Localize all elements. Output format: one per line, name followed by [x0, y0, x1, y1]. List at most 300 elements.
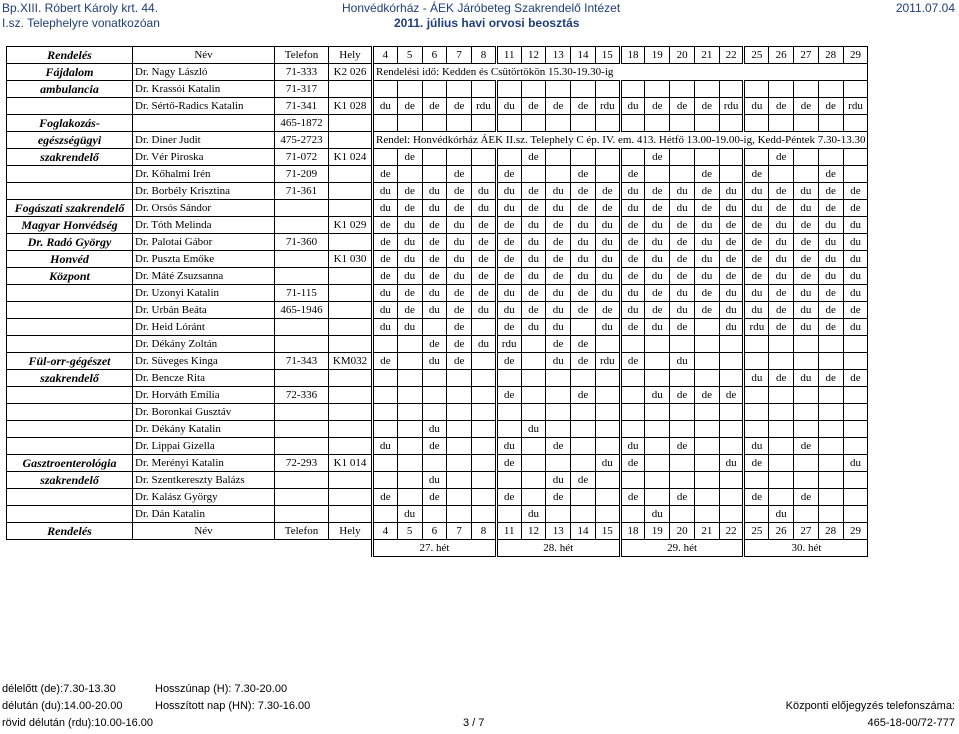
shift-cell: de	[645, 302, 670, 319]
shift-cell	[794, 506, 819, 523]
department-label: Fül-orr-gégészet	[7, 353, 133, 370]
shift-cell	[521, 81, 546, 98]
shift-cell	[496, 404, 521, 421]
phone-cell: 475-2723	[275, 132, 329, 149]
shift-cell	[818, 115, 843, 132]
shift-cell	[595, 336, 620, 353]
table-row	[7, 234, 868, 251]
shift-cell	[694, 336, 719, 353]
phone-cell	[275, 319, 329, 336]
shift-cell: du	[546, 200, 571, 217]
shift-cell: de	[571, 336, 596, 353]
shift-cell: du	[472, 336, 497, 353]
shift-cell: de	[818, 370, 843, 387]
phone-cell	[275, 472, 329, 489]
day-header: 22	[719, 523, 744, 540]
doctor-name: Dr. Lippai Gizella	[133, 438, 275, 455]
shift-cell	[571, 81, 596, 98]
shift-cell: de	[496, 353, 521, 370]
header-institute: Honvédkórház - ÁEK Járóbeteg Szakrendelő Intézet	[342, 1, 621, 15]
table-row	[7, 149, 868, 166]
shift-cell	[422, 404, 447, 421]
shift-cell: du	[620, 183, 645, 200]
doctor-name: Dr. Kőhalmi Irén	[133, 166, 275, 183]
header-date: 2011.07.04	[895, 1, 955, 15]
shift-cell	[397, 353, 422, 370]
shift-cell	[521, 404, 546, 421]
table-row	[7, 489, 868, 506]
department-label: Honvéd	[7, 251, 133, 268]
shift-cell	[719, 404, 744, 421]
place-cell	[329, 285, 373, 302]
shift-cell: de	[472, 268, 497, 285]
phone-number: 465-18-00/72-777	[867, 717, 955, 729]
shift-cell	[818, 455, 843, 472]
shift-cell	[843, 489, 868, 506]
shift-cell	[645, 115, 670, 132]
shift-cell: du	[546, 353, 571, 370]
shift-cell: de	[373, 489, 398, 506]
day-header: 12	[521, 47, 546, 64]
shift-cell	[744, 506, 769, 523]
shift-cell: du	[595, 285, 620, 302]
shift-cell	[843, 149, 868, 166]
shift-cell	[472, 319, 497, 336]
department-label: szakrendelő	[7, 472, 133, 489]
shift-cell: du	[694, 251, 719, 268]
shift-cell: du	[521, 506, 546, 523]
shift-cell: de	[373, 268, 398, 285]
shift-cell: de	[843, 370, 868, 387]
table-row	[7, 98, 868, 115]
shift-cell	[571, 149, 596, 166]
shift-cell	[571, 506, 596, 523]
shift-cell	[769, 455, 794, 472]
shift-cell: de	[719, 268, 744, 285]
shift-cell	[472, 81, 497, 98]
shift-cell	[620, 115, 645, 132]
shift-cell	[843, 115, 868, 132]
shift-cell: du	[373, 319, 398, 336]
phone-cell: 72-293	[275, 455, 329, 472]
day-header: 15	[595, 523, 620, 540]
shift-cell: du	[645, 319, 670, 336]
doctor-name: Dr. Palotai Gábor	[133, 234, 275, 251]
shift-cell: du	[595, 217, 620, 234]
place-cell	[329, 302, 373, 319]
shift-cell	[397, 438, 422, 455]
shift-cell: du	[645, 217, 670, 234]
shift-cell	[447, 404, 472, 421]
shift-cell: du	[496, 200, 521, 217]
shift-cell: du	[794, 319, 819, 336]
shift-cell: de	[447, 285, 472, 302]
week-label: 30. hét	[744, 540, 868, 557]
shift-cell	[521, 353, 546, 370]
shift-cell: du	[818, 251, 843, 268]
shift-cell: du	[818, 234, 843, 251]
shift-cell: de	[620, 166, 645, 183]
shift-cell	[818, 404, 843, 421]
shift-cell: de	[818, 183, 843, 200]
shift-cell: de	[397, 302, 422, 319]
shift-cell: du	[397, 319, 422, 336]
shift-cell: du	[620, 200, 645, 217]
shift-cell: de	[571, 285, 596, 302]
shift-cell	[472, 421, 497, 438]
shift-cell: du	[744, 370, 769, 387]
shift-cell: du	[422, 421, 447, 438]
header-org-line2: I.sz. Telephelyre vonatkozóan	[2, 16, 160, 30]
col-header-rendeles: Rendelés	[7, 523, 133, 540]
shift-cell	[496, 472, 521, 489]
shift-cell	[620, 506, 645, 523]
shift-cell	[694, 438, 719, 455]
shift-cell	[397, 81, 422, 98]
day-header: 8	[472, 523, 497, 540]
shift-cell	[694, 81, 719, 98]
shift-cell	[794, 472, 819, 489]
shift-cell	[670, 455, 695, 472]
shift-cell: du	[744, 285, 769, 302]
day-header: 4	[373, 47, 398, 64]
shift-cell	[794, 81, 819, 98]
shift-cell: du	[496, 438, 521, 455]
shift-cell	[694, 506, 719, 523]
shift-cell: de	[670, 489, 695, 506]
phone-cell	[275, 370, 329, 387]
shift-cell: de	[546, 438, 571, 455]
shift-cell: du	[843, 319, 868, 336]
department-label	[7, 404, 133, 421]
shift-cell: de	[496, 387, 521, 404]
shift-cell	[447, 455, 472, 472]
shift-cell	[447, 115, 472, 132]
shift-cell: de	[571, 166, 596, 183]
shift-cell	[620, 472, 645, 489]
shift-cell	[373, 472, 398, 489]
shift-cell: du	[843, 455, 868, 472]
shift-cell	[694, 115, 719, 132]
shift-cell: de	[794, 251, 819, 268]
place-cell	[329, 183, 373, 200]
doctor-name: Dr. Dán Katalin	[133, 506, 275, 523]
shift-cell: de	[719, 387, 744, 404]
shift-cell	[595, 149, 620, 166]
shift-cell	[719, 370, 744, 387]
doctor-name: Dr. Vér Piroska	[133, 149, 275, 166]
shift-cell	[794, 421, 819, 438]
header-org-line1: Bp.XIII. Róbert Károly krt. 44.	[2, 1, 159, 15]
shift-cell	[818, 506, 843, 523]
day-header: 6	[422, 523, 447, 540]
shift-cell: du	[521, 217, 546, 234]
shift-cell	[818, 438, 843, 455]
place-cell	[329, 404, 373, 421]
shift-cell: de	[447, 353, 472, 370]
shift-cell: de	[744, 217, 769, 234]
day-header: 25	[744, 47, 769, 64]
shift-cell: du	[670, 302, 695, 319]
shift-cell: du	[521, 268, 546, 285]
shift-cell: de	[397, 149, 422, 166]
col-header-place: Hely	[329, 47, 373, 64]
phone-cell: 71-343	[275, 353, 329, 370]
shift-cell	[645, 404, 670, 421]
shift-cell: du	[645, 251, 670, 268]
shift-cell	[794, 166, 819, 183]
shift-cell	[744, 336, 769, 353]
shift-cell: du	[694, 217, 719, 234]
table-row	[7, 336, 868, 353]
shift-cell	[397, 336, 422, 353]
shift-cell: de	[769, 200, 794, 217]
shift-cell	[744, 421, 769, 438]
shift-cell: de	[422, 234, 447, 251]
shift-cell	[818, 387, 843, 404]
shift-cell: du	[843, 285, 868, 302]
shift-cell	[447, 387, 472, 404]
department-label	[7, 336, 133, 353]
shift-cell: du	[645, 234, 670, 251]
shift-cell	[744, 353, 769, 370]
shift-cell	[620, 81, 645, 98]
shift-cell: du	[397, 234, 422, 251]
place-cell: KM032	[329, 353, 373, 370]
shift-cell	[447, 149, 472, 166]
day-header: 7	[447, 47, 472, 64]
phone-cell	[275, 336, 329, 353]
shift-cell: de	[496, 217, 521, 234]
phone-cell: 71-360	[275, 234, 329, 251]
shift-cell: du	[447, 268, 472, 285]
shift-cell	[719, 506, 744, 523]
department-label: Foglakozás-	[7, 115, 133, 132]
shift-cell	[571, 455, 596, 472]
shift-cell	[521, 115, 546, 132]
shift-cell	[620, 404, 645, 421]
shift-cell: du	[496, 285, 521, 302]
shift-cell	[818, 421, 843, 438]
shift-cell	[694, 489, 719, 506]
shift-cell: de	[521, 98, 546, 115]
shift-cell: de	[496, 166, 521, 183]
shift-cell	[769, 404, 794, 421]
col-header-name: Név	[133, 47, 275, 64]
shift-cell: du	[472, 200, 497, 217]
shift-cell	[670, 404, 695, 421]
shift-cell: de	[694, 387, 719, 404]
shift-cell: rdu	[595, 353, 620, 370]
shift-cell	[571, 370, 596, 387]
department-label: Fogászati szakrendelő	[7, 200, 133, 217]
header-schedule-title: 2011. július havi orvosi beosztás	[394, 16, 580, 30]
legend-long-day: Hosszúnap (H): 7.30-20.00	[155, 683, 288, 695]
shift-cell: du	[769, 217, 794, 234]
shift-cell	[769, 166, 794, 183]
shift-cell: de	[546, 234, 571, 251]
shift-cell: de	[472, 251, 497, 268]
shift-cell: de	[447, 200, 472, 217]
shift-cell	[818, 353, 843, 370]
schedule-table	[6, 46, 868, 557]
shift-cell: de	[571, 472, 596, 489]
shift-cell	[595, 472, 620, 489]
shift-cell	[422, 81, 447, 98]
shift-cell	[818, 472, 843, 489]
shift-cell	[472, 149, 497, 166]
doctor-name: Dr. Dékány Katalin	[133, 421, 275, 438]
shift-cell	[397, 387, 422, 404]
shift-cell: du	[744, 183, 769, 200]
shift-cell	[719, 472, 744, 489]
shift-cell: du	[546, 319, 571, 336]
shift-cell	[769, 421, 794, 438]
shift-cell: du	[422, 200, 447, 217]
shift-cell: de	[670, 438, 695, 455]
week-row-spacer	[7, 540, 373, 557]
col-header-phone: Telefon	[275, 47, 329, 64]
shift-cell: du	[521, 421, 546, 438]
shift-cell: de	[694, 183, 719, 200]
shift-cell: du	[769, 506, 794, 523]
shift-cell	[744, 387, 769, 404]
shift-cell	[447, 489, 472, 506]
shift-cell: du	[422, 472, 447, 489]
schedule-body	[7, 47, 868, 557]
shift-cell: de	[422, 438, 447, 455]
shift-cell	[472, 455, 497, 472]
day-header: 14	[571, 523, 596, 540]
shift-cell	[472, 506, 497, 523]
shift-cell	[645, 438, 670, 455]
shift-cell	[769, 353, 794, 370]
shift-cell	[496, 421, 521, 438]
shift-cell: du	[447, 234, 472, 251]
shift-cell	[670, 81, 695, 98]
shift-cell: de	[447, 166, 472, 183]
table-row	[7, 115, 868, 132]
shift-cell	[521, 489, 546, 506]
doctor-name: Dr. Merényi Katalin	[133, 455, 275, 472]
shift-cell: de	[818, 319, 843, 336]
shift-cell: du	[843, 268, 868, 285]
day-header: 7	[447, 523, 472, 540]
department-label	[7, 421, 133, 438]
shift-cell: de	[496, 455, 521, 472]
col-header-rendeles: Rendelés	[7, 47, 133, 64]
shift-cell	[818, 489, 843, 506]
shift-cell	[373, 370, 398, 387]
table-row	[7, 166, 868, 183]
shift-cell: de	[571, 183, 596, 200]
shift-cell	[373, 455, 398, 472]
day-header: 21	[694, 523, 719, 540]
department-label: Dr. Radó György	[7, 234, 133, 251]
shift-cell: du	[794, 302, 819, 319]
phone-cell	[275, 268, 329, 285]
shift-cell	[620, 149, 645, 166]
shift-cell: du	[670, 183, 695, 200]
shift-cell: de	[472, 217, 497, 234]
shift-cell: du	[373, 200, 398, 217]
shift-cell	[521, 166, 546, 183]
place-cell	[329, 319, 373, 336]
shift-cell: du	[645, 387, 670, 404]
shift-cell	[546, 370, 571, 387]
shift-cell	[472, 115, 497, 132]
table-row	[7, 370, 868, 387]
shift-cell: de	[472, 234, 497, 251]
place-cell	[329, 132, 373, 149]
shift-cell: du	[744, 438, 769, 455]
day-header: 5	[397, 523, 422, 540]
shift-cell	[719, 421, 744, 438]
shift-cell	[373, 336, 398, 353]
shift-cell	[769, 336, 794, 353]
place-cell	[329, 506, 373, 523]
shift-cell	[794, 455, 819, 472]
shift-cell: de	[818, 166, 843, 183]
shift-cell: du	[595, 319, 620, 336]
shift-cell: rdu	[595, 98, 620, 115]
day-header: 27	[794, 523, 819, 540]
day-header: 5	[397, 47, 422, 64]
shift-cell: de	[521, 285, 546, 302]
shift-cell	[546, 455, 571, 472]
place-cell: K1 029	[329, 217, 373, 234]
shift-cell: de	[521, 183, 546, 200]
shift-cell	[571, 115, 596, 132]
shift-cell: de	[645, 149, 670, 166]
shift-cell: du	[422, 302, 447, 319]
shift-cell	[645, 353, 670, 370]
day-header: 13	[546, 523, 571, 540]
shift-cell	[496, 506, 521, 523]
shift-cell	[645, 370, 670, 387]
shift-cell	[744, 149, 769, 166]
shift-cell	[373, 421, 398, 438]
phone-cell: 71-341	[275, 98, 329, 115]
shift-cell: du	[422, 353, 447, 370]
doctor-name	[133, 115, 275, 132]
shift-cell	[422, 370, 447, 387]
shift-cell	[546, 404, 571, 421]
shift-cell	[595, 421, 620, 438]
shift-cell	[595, 489, 620, 506]
shift-cell	[769, 489, 794, 506]
shift-cell	[422, 115, 447, 132]
shift-cell: du	[744, 200, 769, 217]
shift-cell: de	[546, 98, 571, 115]
shift-cell: de	[397, 200, 422, 217]
shift-cell: du	[719, 285, 744, 302]
shift-cell: de	[620, 234, 645, 251]
shift-cell: de	[373, 234, 398, 251]
shift-cell: du	[521, 251, 546, 268]
shift-cell: de	[496, 234, 521, 251]
phone-cell	[275, 438, 329, 455]
shift-cell: de	[694, 200, 719, 217]
phone-cell: 71-209	[275, 166, 329, 183]
shift-cell	[595, 387, 620, 404]
shift-cell	[694, 421, 719, 438]
department-label	[7, 183, 133, 200]
doctor-name: Dr. Diner Judit	[133, 132, 275, 149]
phone-cell: 71-115	[275, 285, 329, 302]
shift-cell: du	[571, 268, 596, 285]
shift-cell: du	[794, 200, 819, 217]
